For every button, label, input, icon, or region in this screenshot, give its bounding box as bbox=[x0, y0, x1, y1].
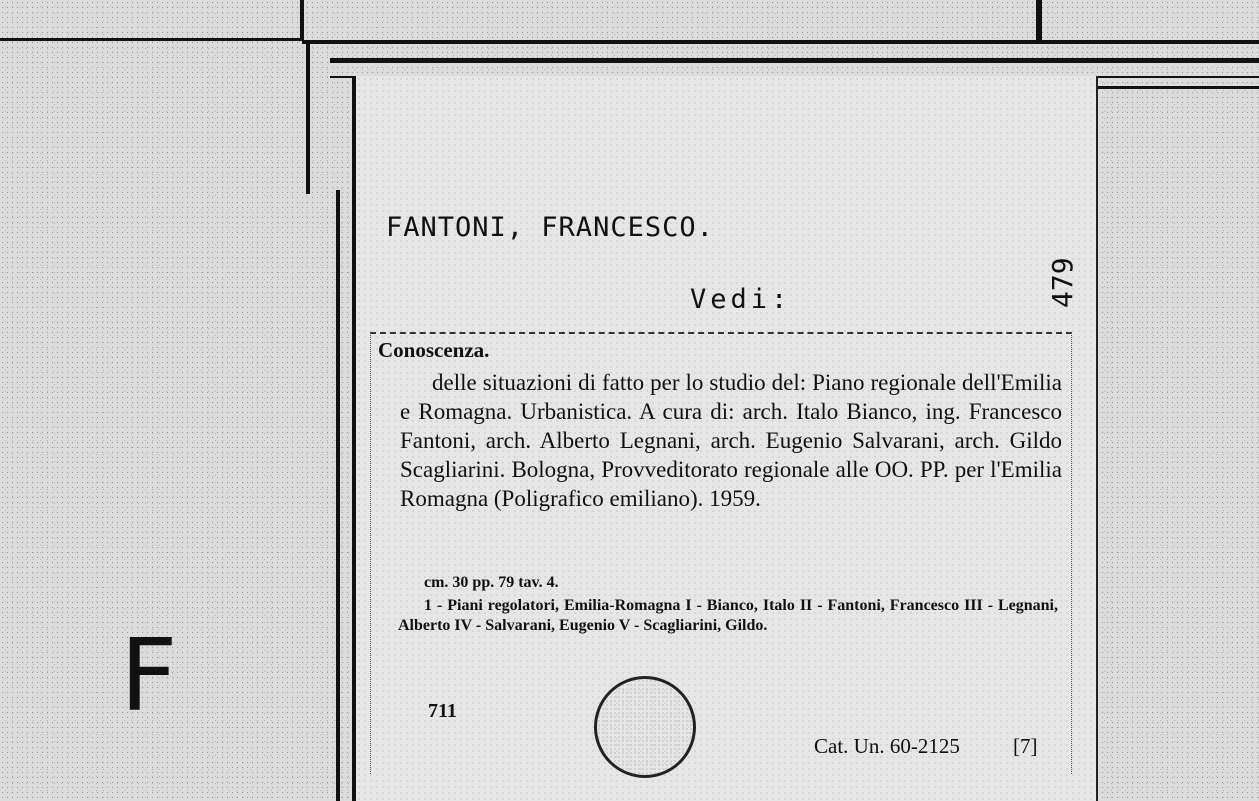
right-adjacent-card-edge bbox=[1092, 86, 1259, 89]
library-stamp bbox=[594, 676, 696, 778]
clipping-title: Conoscenza. bbox=[378, 338, 490, 362]
left-film-edge-lower bbox=[336, 190, 340, 801]
catalog-reference: Cat. Un. 60-2125 bbox=[814, 734, 960, 758]
catalog-reference-suffix: [7] bbox=[1013, 734, 1038, 758]
classification-number: 711 bbox=[428, 700, 457, 722]
see-reference-label: Vedi: bbox=[690, 284, 792, 315]
subject-tracings bbox=[398, 596, 1058, 636]
clipping-body bbox=[400, 368, 1062, 513]
vertical-rule-2 bbox=[1036, 0, 1042, 44]
card-heading: FANTONI, FRANCESCO. bbox=[386, 212, 714, 243]
left-film-edge bbox=[306, 44, 310, 194]
card-top-edge bbox=[330, 58, 1259, 63]
subject-tracings-text: 1 - Piani regolatori, Emilia-Romagna I - Bianco, Italo II - Fantoni, Francesco III - Legnani, Alberto IV - Salvarani, Eugenio V - Scagliarini, Gildo. bbox=[398, 597, 1058, 634]
physical-description: cm. 30 pp. 79 tav. 4. bbox=[424, 574, 559, 591]
clipping-body-text: delle situazioni di fatto per lo studio del: Piano regionale dell'Emilia e Romagna. Urbanistica. A cura di: arch. Italo Bianco, ing. Francesco Fantoni, arch. Alberto Legnani, arch. Eugenio Salvarani, arch. Gildo Scagliarini. Bologna, Provveditorato regionale alle OO. PP. per l'Emilia Romagna (Poligrafico emiliano). 1959. bbox=[400, 370, 1062, 511]
vertical-rule-1 bbox=[300, 0, 304, 40]
drawer-guide-letter: F bbox=[120, 617, 178, 734]
top-rule-right bbox=[302, 40, 1259, 44]
top-rule-left bbox=[0, 38, 302, 41]
card-number: 479 bbox=[1046, 257, 1079, 308]
